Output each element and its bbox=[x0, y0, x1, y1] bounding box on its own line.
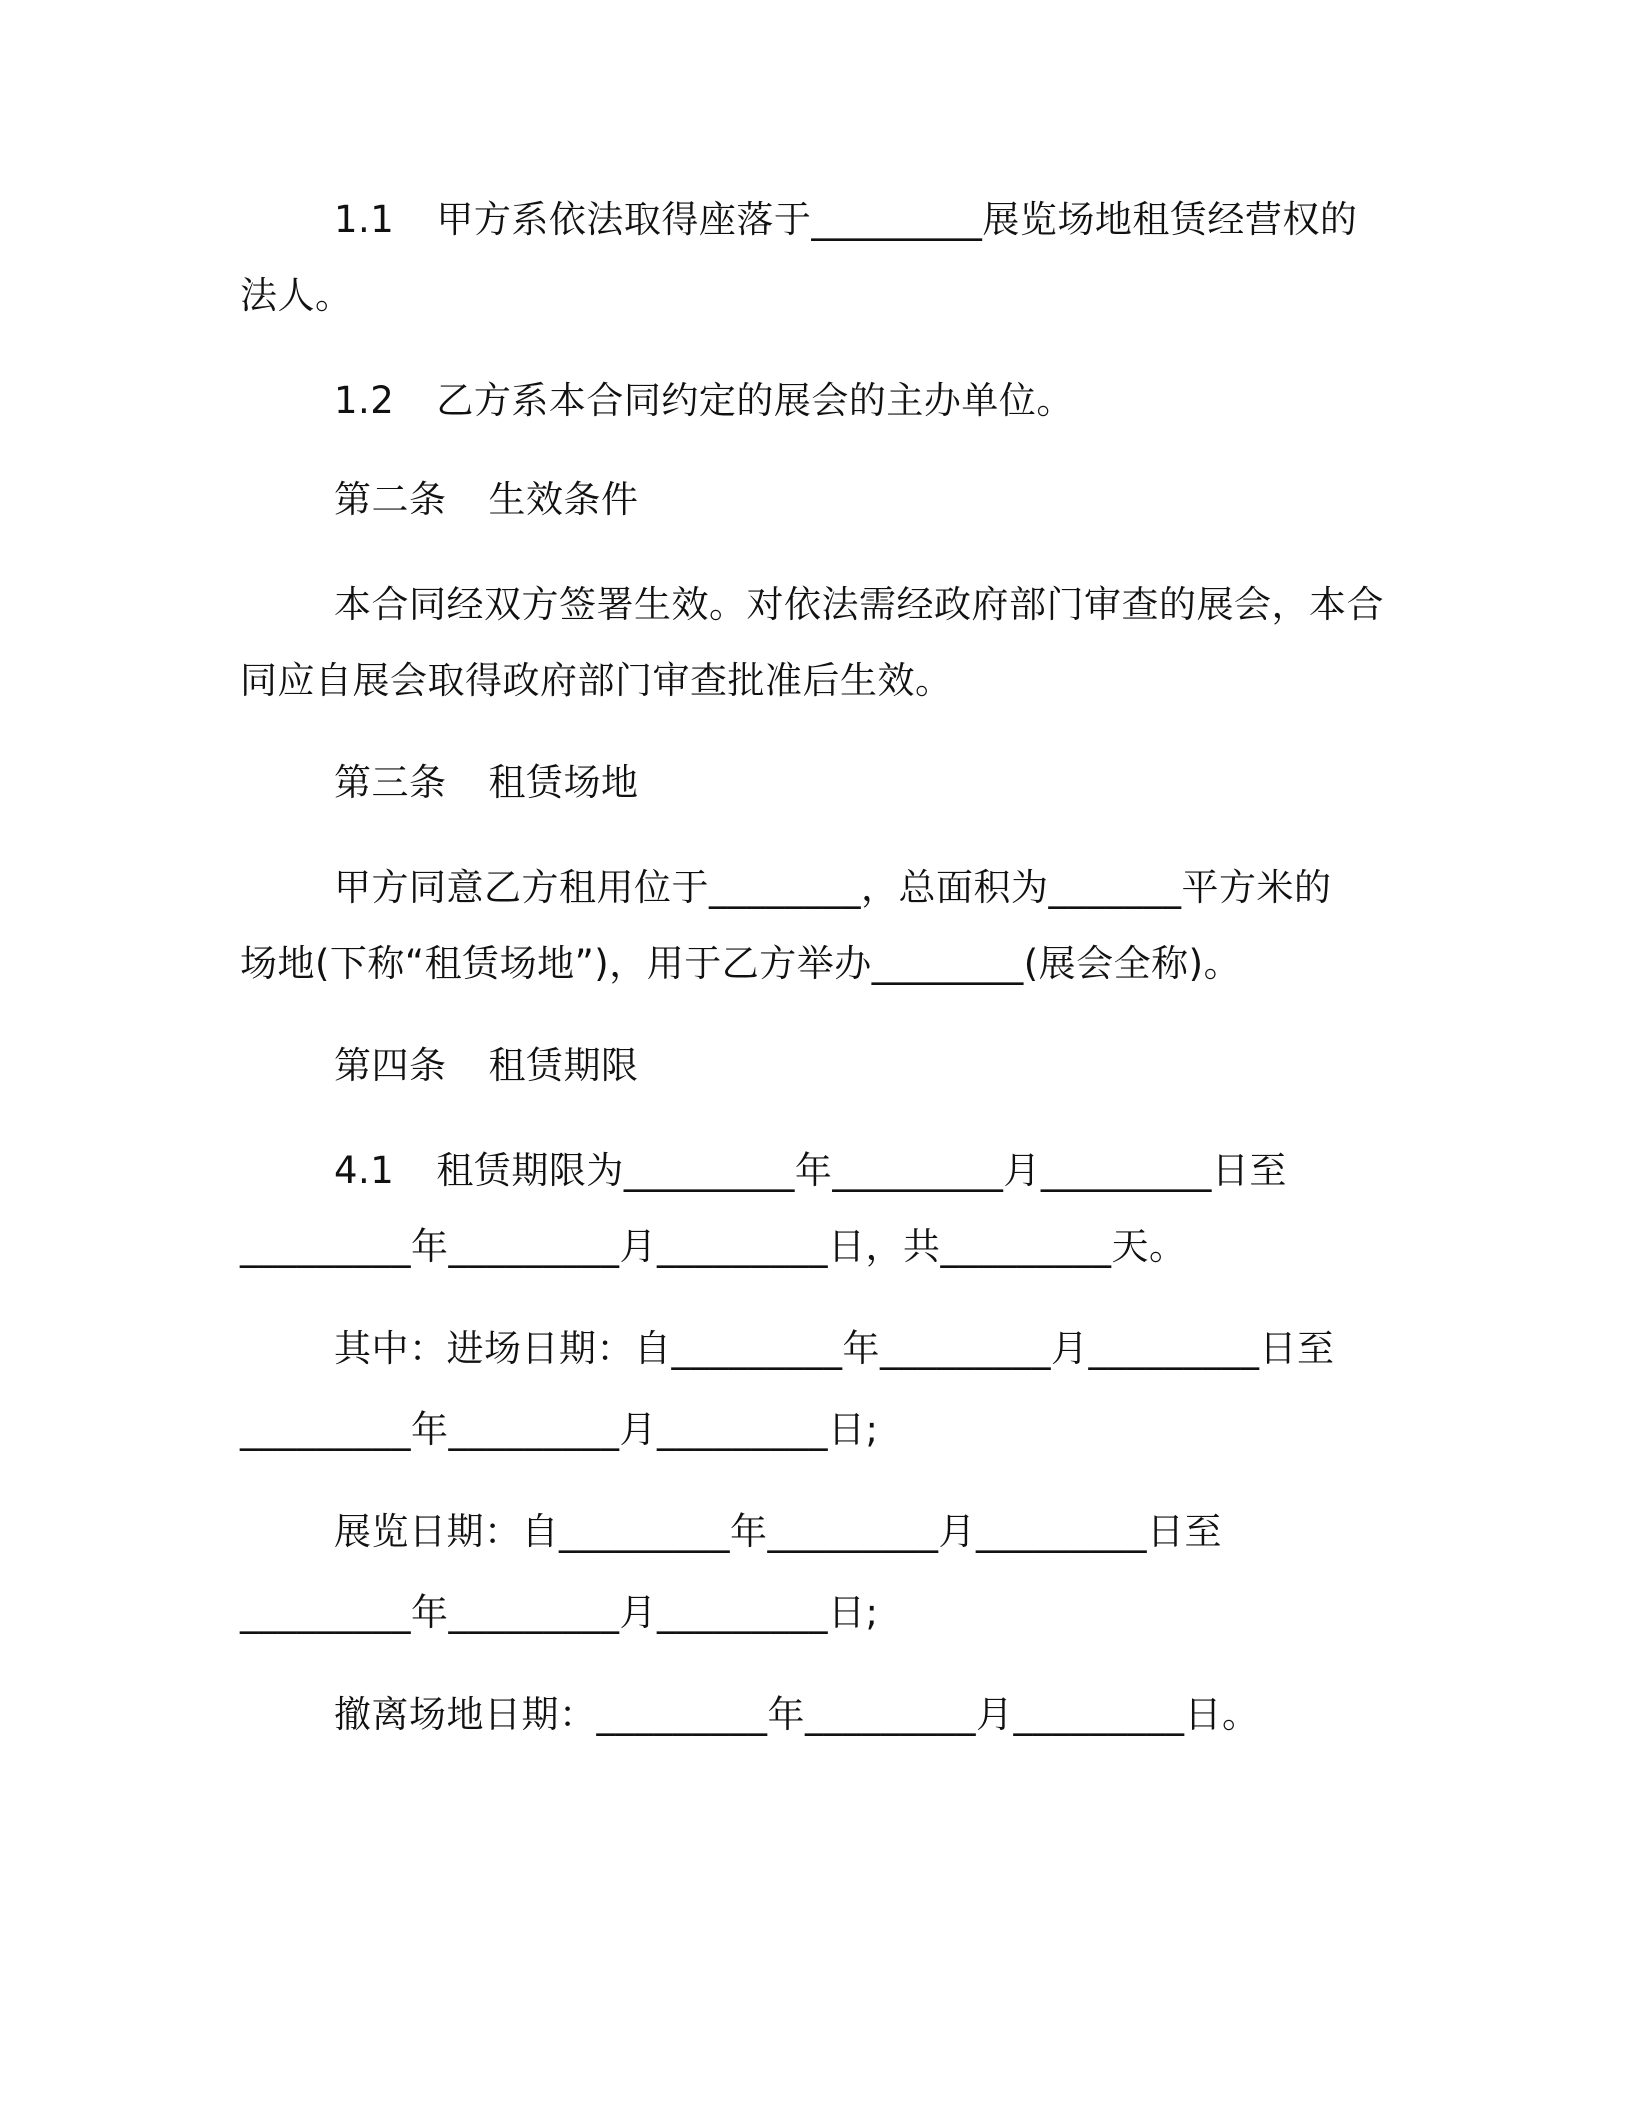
exhibition-date-line2: _________年_________月_________日; bbox=[240, 1591, 879, 1634]
withdrawal-date-line: 撤离场地日期：_________年_________月_________日。 bbox=[334, 1693, 1260, 1736]
article-4-heading bbox=[334, 1042, 639, 1090]
clause-1-1-line1 bbox=[334, 196, 1357, 244]
clause-number: 1.2 bbox=[334, 379, 395, 422]
article-title: 租赁期限 bbox=[488, 1044, 639, 1087]
clause-text: 租赁期限为_________年_________月_________日至 bbox=[436, 1149, 1287, 1192]
clause-4-1-line2: _________年_________月_________日，共_________天。 bbox=[240, 1225, 1187, 1268]
article-3-body-line1: 甲方同意乙方租用位于________，总面积为_______平方米的 bbox=[334, 866, 1332, 909]
clause-4-1-line1 bbox=[334, 1147, 1287, 1195]
entry-date-line1: 其中：进场日期：自_________年_________月_________日至 bbox=[334, 1327, 1335, 1370]
clause-text: 乙方系本合同约定的展会的主办单位。 bbox=[436, 379, 1074, 422]
clause-1-1-line2: 法人。 bbox=[240, 274, 353, 317]
clause-text: 甲方系依法取得座落于_________展览场地租赁经营权的 bbox=[436, 198, 1358, 241]
clause-1-2 bbox=[334, 377, 1074, 425]
article-3-body-line2: 场地(下称“租赁场地”)，用于乙方举办________(展会全称)。 bbox=[240, 942, 1242, 985]
article-2-body-line2: 同应自展会取得政府部门审查批准后生效。 bbox=[240, 659, 953, 702]
article-3-heading bbox=[334, 759, 639, 807]
article-2-heading bbox=[334, 476, 639, 524]
article-number: 第三条 bbox=[334, 761, 447, 804]
article-title: 生效条件 bbox=[488, 478, 639, 521]
article-2-body-line1: 本合同经双方签署生效。对依法需经政府部门审查的展会，本合 bbox=[334, 583, 1384, 626]
exhibition-date-line1: 展览日期：自_________年_________月_________日至 bbox=[334, 1510, 1222, 1553]
article-title: 租赁场地 bbox=[488, 761, 639, 804]
article-number: 第二条 bbox=[334, 478, 447, 521]
clause-number: 1.1 bbox=[334, 198, 395, 241]
article-number: 第四条 bbox=[334, 1044, 447, 1087]
clause-number: 4.1 bbox=[334, 1149, 395, 1192]
entry-date-line2: _________年_________月_________日; bbox=[240, 1408, 879, 1451]
